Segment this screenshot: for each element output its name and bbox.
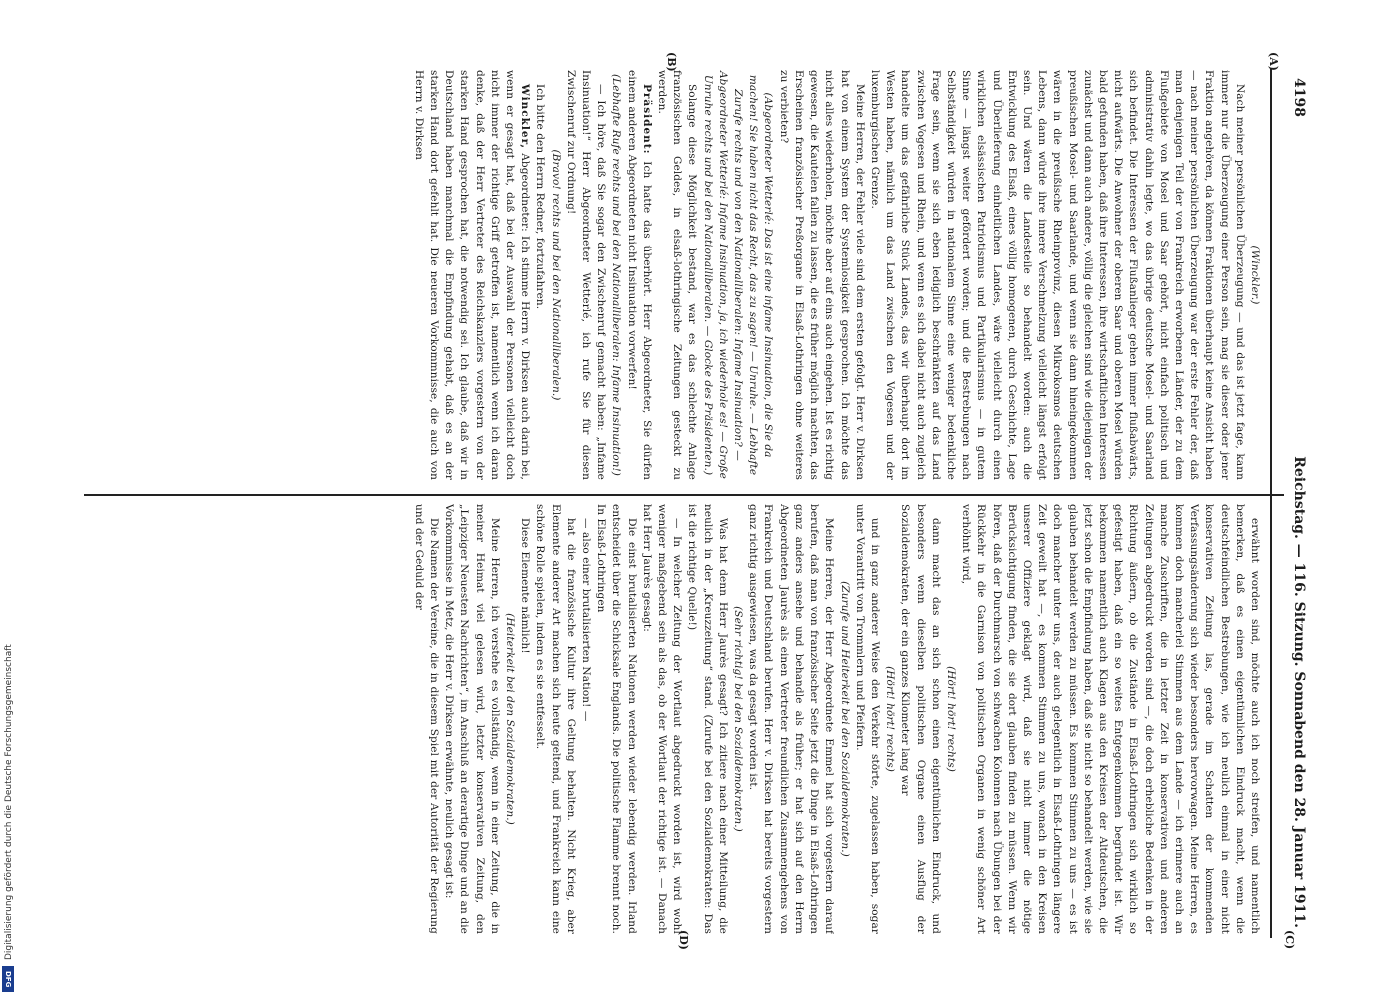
interjection: (Sehr richtig! bei den Sozialdemokraten.) [732,606,745,832]
paragraph: dann macht das an sich schon einen eigentümlichen Eindruck, und besonders wenn dieselben politischen Organe einen Ausflug der Sozialdemokraten, der ein ganzes Kilometer lang war [899,504,942,934]
paragraph: — Ich höre, daß Sie sogar den Zwischenruf gemacht haben: „Infame Insinuation!“ Herr Abgeordneter Wetterlé, ich rufe Sie für diesen Zwischenruf zur Ordnung! [564,70,608,480]
paragraph: und in ganz anderer Weise den Verkehr störte, zugelassen haben, sogar unter Vorantritt von Trommlern und Pfeifern. [853,504,881,934]
interjection: (Zurufe und Heiterkeit bei den Sozialdemokraten.) [838,581,851,857]
paragraph: Nach meiner persönlichen Überzeugung — und das ist jetzt fage, kann immer nur die Überzeugung einer Person sein, mag sie dieser oder jener Fraktion angehören, da können Fraktionen überhaupt keine Ansicht haben — nach meiner persönlichen Überzeugung war der erste Fehler der, daß man denjenigen Teil der von Frankreich erworbenen Länder, der zu dem Flußgebiete von Mosel und Saar gehört, nicht einfach politisch und administrativ dahin legte, wo das übrige deutsche Mosel- und Saarland sich befindet. Die Interessen der Flußanlieger gehen immer flußabwärts, nicht aufwärts. Die Anwohner der oberen Saar und oberen Mosel würden bald gefunden haben, daß ihre Interessen, ihre wirtschaftlichen Interessen zunächst und dann auch andere, völlig die gleichen sind wie diejenigen der preußischen Mosel- und Saarlande, und wenn sie dann hineingekommen wären in die preußische Rheinprovinz, diesen Mikrokosmos deutschen Lebens, dann würde ihre innere Verschmelzung vielleicht längst erfolgt sein. Und wären die Landesteile so behandelt worden: auch die Entwicklung des Elsaß, eines völlig homogenen, durch Geschichte, Lage und Überlieferung einheitlichen Landes, wäre vielleicht durch einen wirklichen elsässischen Patriotismus und Partikularismus — in gutem Sinne — längst weiter gefördert worden; und die Bestrebungen nach Selbständigkeit würden in nationalem Sinne eine weniger bedenkliche Frage sein, wenn sie sich eben lediglich beschränkten auf das Land zwischen Vogesen und Rhein, und wenn es sich dabei nicht auch zugleich handelte um das gefährliche Stück Landes, das wir überhaupt dort im Westen haben, nämlich um das Land zwischen den Vogesen und der luxemburgischen Grenze. [868,70,1246,480]
page-number: 4198 [1291,78,1307,117]
paragraph: hat die französische Kultur ihre Geltung behalten. Nicht Krieg, aber Elemente anderer Art machen sich heute geltend, und Frankreich kann eine schöne Rolle spielen, indem es sie entfesselt. [534,504,577,934]
paragraph: Meine Herren, ich verstehe es vollständig, wenn in einer Zeitung, die in meiner Heimat viel gelesen wird, letzter konservativen Zeitung, den „Leipziger Neuesten Nachrichten“, im Anschluß an derartige Dinge und an die Vorkommnisse in Metz, die Herr v. Dirksen erwähnte, neulich gesagt ist: [443,504,501,934]
speaker-paragraph [411,70,533,480]
speaker-name: Präsident: [640,84,653,155]
running-title: Reichstag. — 116. Sitzung. Sonnabend den 28. Januar 1911. [1291,456,1307,928]
right-column [82,504,1262,934]
paragraph: — also einer brutalisierten Nation! — [580,518,593,722]
interjection: (Hört! hört! rechts) [944,666,957,772]
speaker-text: Abgeordneter: Ich stimme Herrn v. Dirksen auch darin bei, wenn er gesagt hat, daß bei der Auswahl der Personen vielleicht doch nicht immer der richtige Griff getroffen ist, namentlich wenn ich daran denke, daß der Herr Vertreter des Reichskanzlers vorgestern von der starken Hand gesprochen hat, die notwendig sei. Ich glaube, daß wir in Deutschland haben manchmal die Empfindung gehabt, daß es an der starken Hand dort gefehlt hat. Die neueren Vorkommnisse, die auch von Herrn v. Dirksen [412,70,532,480]
interjection: (Heiterkeit bei den Sozialdemokraten.) [504,613,517,825]
header-rule [1270,68,1272,938]
interjection: (Winckler.) [1249,245,1261,305]
paragraph: Diese Elemente nämlich! [519,518,532,654]
paragraph: Ich bitte den Herrn Redner, fortzufahren. [534,84,547,310]
page-header [1286,78,1312,928]
speaker-name: Winckler, [519,84,532,149]
interjection: (Bravo! rechts und bei den Nationalliberalen.) [549,149,562,401]
paragraph: Was hat denn Herr Jaurès gesagt? Ich zitiere nach einer Mitteilung, die neulich in der „Kreuzzeitung“ stand. (Zurufe bei den Sozialdemokraten: Das ist die richtige Quelle!) [686,504,729,934]
paragraph: — In welcher Zeitung der Wortlaut abgedruckt worden ist, wird wohl weniger maßgebend sein als das, ob der Wortlaut der richtige ist. — Danach hat Herr Jaurès gesagt: [640,504,684,934]
paragraph: erwähnt worden sind, möchte auch ich noch streifen, und namentlich bemerken, daß es einen eigentümlichen Eindruck macht, wenn die deutschfeindlichen Bestrebungen, wie ich neulich einmal in einer nicht konservativen Zeitung las, gerade im Schatten der kommenden Verfassungsänderung sich wieder besonders hervorwagen. Meine Herren, es kommen doch mancherlei Stimmen aus dem Lande — ich erinnere auch an manche Zuschriften, die in letzter Zeit in konservativen und anderen Zeitungen abgedruckt worden sind —, die doch erhebliche Bedenken in der Richtung äußern, ob die Zustände in Elsaß-Lothringen sich wirklich so gefestigt haben, daß ein so weites Entgegenkommen begründet ist. Wir bekommen namentlich auch Klagen aus den Kreisen der Altdeutschen, die jetzt schon die Empfindung haben, daß sie nicht so behandelt werden, wie sie glauben behandelt werden zu müssen. Es kommen Stimmen zu uns — es ist doch mancher unter uns, der auch gelegentlich in Elsaß-Lothringen längere Zeit geweilt hat —, es kommen Stimmen zu uns, wonach in den Kreisen unserer Offiziere geklagt wird, daß sie nicht immer die nötige Berücksichtigung finden, die sie dort glauben finden zu müssen. Wenn wir hören, daß der Durchmarsch von schwachen Kolonnen nach Übungen bei der Rückkehr in die Garnison von politischen Organen in wenig schöner Art verhöhnt wird, [960,504,1261,934]
margin-marker-a: (A) [1267,52,1280,71]
column-divider [84,494,1284,496]
speaker-text: Ich hatte das überhört. Herr Abgeordneter, Sie dürfen einem anderen Abgeordneten nicht Insinuation vorwerfen! [625,70,653,480]
interjection: (Hört! hört! rechts) [884,666,897,772]
paragraph: Die Namen der Vereine, die in diesem Spiel mit der Autorität der Regierung und der Geduld der [412,504,441,934]
left-column [82,70,1262,480]
dfg-logo: DFG [2,966,14,992]
margin-marker-c: (C) [1283,930,1296,950]
interjection: (Lebhafte Rufe rechts und bei den Nationalliberalen: Infame Insinuation!) [610,73,623,476]
interjection: (Abgeordneter Wetterlé: Das ist eine infame Insinuation, die Sie da machen! Sie haben nicht das Recht, das zu sagen! — Unruhe. — Lebhafte Zurufe rechts und von den Nationalliberalen: Infame Insinuation? — Abgeordneter Wetterlé: Infame Insinuation, ja, ich wiederhole es! — Große Unruhe rechts und bei den Nationalliberalen. — Glocke des Präsidenten.) [701,71,775,479]
margin-marker-b: (B) [665,52,678,72]
paragraph: Meine Herren, der Fehler viele sind dem ersten gefolgt. Herr v. Dirksen hat von einem System der Systemlosigkeit gesprochen. Ich möchte das nicht alles wiederholen, möchte aber auf eins auch eingehen. Ist es richtig gewesen, die Kautelen fallen zu lassen, die es früher möglich machten, das Erscheinen französischer Preßorgane in Elsaß-Lothringen ohne weiteres zu verbieten? [777,70,866,480]
paragraph: Meine Herren, der Herr Abgeordnete Emmel hat sich vorgestern darauf berufen, daß man von französischer Seite jetzt die Dinge in Elsaß-Lothringen ganz anders ansehe und behandle als früher; er hat sich auf den Herrn Abgeordneten Jaurès als einen Vertreter freundlichen Zusammengehens von Frankreich und Deutschland berufen. Herr v. Dirksen hat bereits vorgestern ganz richtig ausgewiesen, was da gesagt worden ist. [747,504,836,934]
paragraph: Solange diese Möglichkeit bestand, war es das schlechte Anlage französischen Geldes, in elsaß-lothringische Zeitungen gesteckt zu werden. [656,70,699,480]
paragraph: Die einst brutalisierten Nationen werden wieder lebendig werden. Irland entscheidet über die Schicksale Englands. Die politische Flamme brennt noch. In Elsaß-Lothringen [595,504,638,934]
margin-marker-d: (D) [677,930,690,950]
digitization-credit: Digitalisierung gefördert durch die Deutsche Forschungsgemeinschaft [4,644,14,960]
speaker-paragraph [623,70,653,480]
